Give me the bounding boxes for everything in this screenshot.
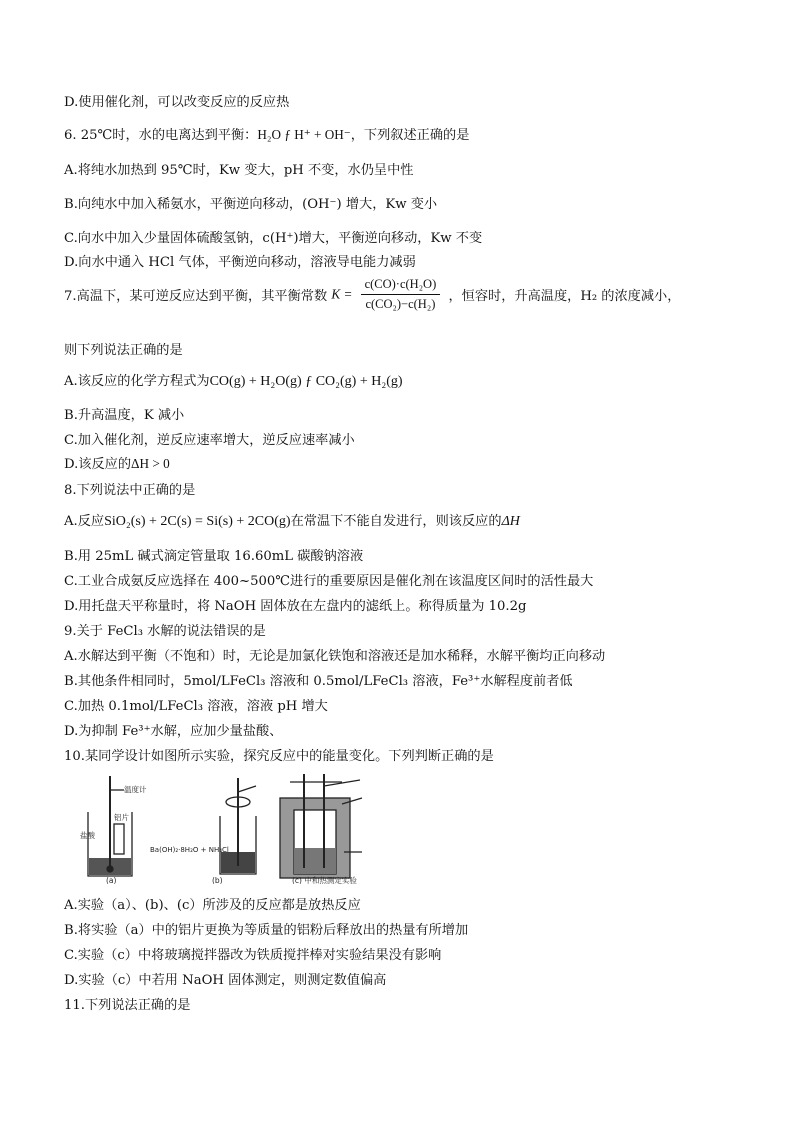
- q7-k-symbol: K =: [331, 286, 353, 302]
- q6-stem: [64, 124, 469, 143]
- q8-stem: 8.下列说法中正确的是: [64, 483, 196, 498]
- q8-option-a-equation: SiO₂(s) + 2C(s) = Si(s) + 2CO(g): [104, 514, 291, 529]
- q7-option-d: [64, 453, 170, 472]
- q7-equilibrium-fraction: [361, 277, 441, 312]
- q7-stem-tail: ，恒容时，升高温度，H₂ 的浓度减小，: [448, 289, 681, 304]
- q8-option-a-text: A.反应: [64, 514, 105, 529]
- q9-option-a: A.水解达到平衡（不饱和）时，无论是加氯化铁饱和溶液还是加水稀释，水解平衡均正向移动: [64, 649, 606, 664]
- q7-option-a: [64, 370, 403, 390]
- q10-experiment-figure: [80, 772, 440, 884]
- q6-equation: H₂O ƒ H⁺ + OH⁻: [257, 127, 351, 142]
- q7-option-a-text: A.该反应的化学方程式为: [64, 374, 210, 389]
- q10-option-a: A.实验（a）、(b)、(c）所涉及的反应都是放热反应: [64, 898, 361, 913]
- q11-stem: 11.下列说法正确的是: [64, 998, 191, 1013]
- label-a: (a): [106, 876, 117, 884]
- q10-option-c: C.实验（c）中将玻璃搅拌器改为铁质搅拌棒对实验结果没有影响: [64, 948, 442, 963]
- q7-stem: [64, 277, 680, 312]
- q10-option-d: D.实验（c）中若用 NaOH 固体测定，则测定数值偏高: [64, 973, 387, 988]
- q8-option-d: D.用托盘天平称量时，将 NaOH 固体放在左盘内的滤纸上。称得质量为 10.2g: [64, 599, 527, 614]
- q6-option-a: A.将纯水加热到 95℃时，Kw 变大，pH 不变，水仍呈中性: [64, 163, 414, 178]
- q6-option-b: B.向纯水中加入稀氨水，平衡逆向移动，(OH⁻) 增大，Kw 变小: [64, 197, 438, 212]
- experiment-b-apparatus: [220, 778, 256, 874]
- q6-stem-text: 6. 25℃时，水的电离达到平衡：: [64, 128, 258, 143]
- q7-stem-text: 7.高温下，某可逆反应达到平衡，其平衡常数: [64, 289, 328, 304]
- q7-option-b: B.升高温度，K 减小: [64, 408, 185, 423]
- q8-option-b: B.用 25mL 碱式滴定管量取 16.60mL 碳酸钠溶液: [64, 549, 364, 564]
- q7-option-d-equation: ΔH > 0: [131, 456, 170, 471]
- label-c: (c) 中和热测定实验: [292, 876, 357, 884]
- q7-option-d-text: D.该反应的: [64, 457, 132, 472]
- q8-option-a: [64, 510, 520, 530]
- q7-stem-line2: 则下列说法正确的是: [64, 343, 183, 358]
- q6-option-c: C.向水中加入少量固体硫酸氢钠，c(H⁺)增大，平衡逆向移动，Kw 不变: [64, 231, 483, 246]
- label-thermometer: 温度计: [124, 785, 147, 794]
- q9-stem: 9.关于 FeCl₃ 水解的说法错误的是: [64, 624, 266, 639]
- label-b: (b): [212, 876, 223, 884]
- label-al: 铝片: [114, 813, 129, 822]
- q6-option-d: D.向水中通入 HCl 气体，平衡逆向移动，溶液导电能力减弱: [64, 255, 416, 270]
- q8-option-c: C.工业合成氨反应选择在 400~500℃进行的重要原因是催化剂在该温度区间时的活性最大: [64, 574, 594, 589]
- q7-option-c: C.加入催化剂，逆反应速率增大，逆反应速率减小: [64, 433, 355, 448]
- q6-stem-tail: ，下列叙述正确的是: [350, 128, 470, 143]
- q9-option-d: D.为抑制 Fe³⁺水解，应加少量盐酸、: [64, 724, 283, 739]
- q9-option-c: C.加热 0.1mol/LFeCl₃ 溶液，溶液 pH 增大: [64, 699, 328, 714]
- q5-option-d: D.使用催化剂，可以改变反应的反应热: [64, 95, 290, 110]
- q7-fraction-numerator: c(CO)·c(H₂O): [361, 277, 441, 295]
- q7-option-a-equation: CO(g) + H₂O(g) ƒ CO₂(g) + H₂(g): [209, 374, 403, 389]
- q9-option-b: B.其他条件相同时，5mol/LFeCl₃ 溶液和 0.5mol/LFeCl₃ 溶液，Fe³⁺水解程度前者低: [64, 674, 573, 689]
- q10-option-b: B.将实验（a）中的铝片更换为等质量的铝粉后释放出的热量有所增加: [64, 923, 469, 938]
- q8-option-a-delta-h: ΔH: [501, 514, 520, 529]
- label-acid: 盐酸: [80, 831, 95, 840]
- q10-stem: 10.某同学设计如图所示实验，探究反应中的能量变化。下列判断正确的是: [64, 749, 494, 764]
- label-reagent: Ba(OH)₂·8H₂O + NH₄Cl: [150, 846, 229, 854]
- q8-option-a-tail: 在常温下不能自发进行，则该反应的: [290, 514, 502, 529]
- q7-fraction-denominator: c(CO₂)−c(H₂): [365, 297, 436, 311]
- experiment-c-apparatus: [280, 774, 362, 878]
